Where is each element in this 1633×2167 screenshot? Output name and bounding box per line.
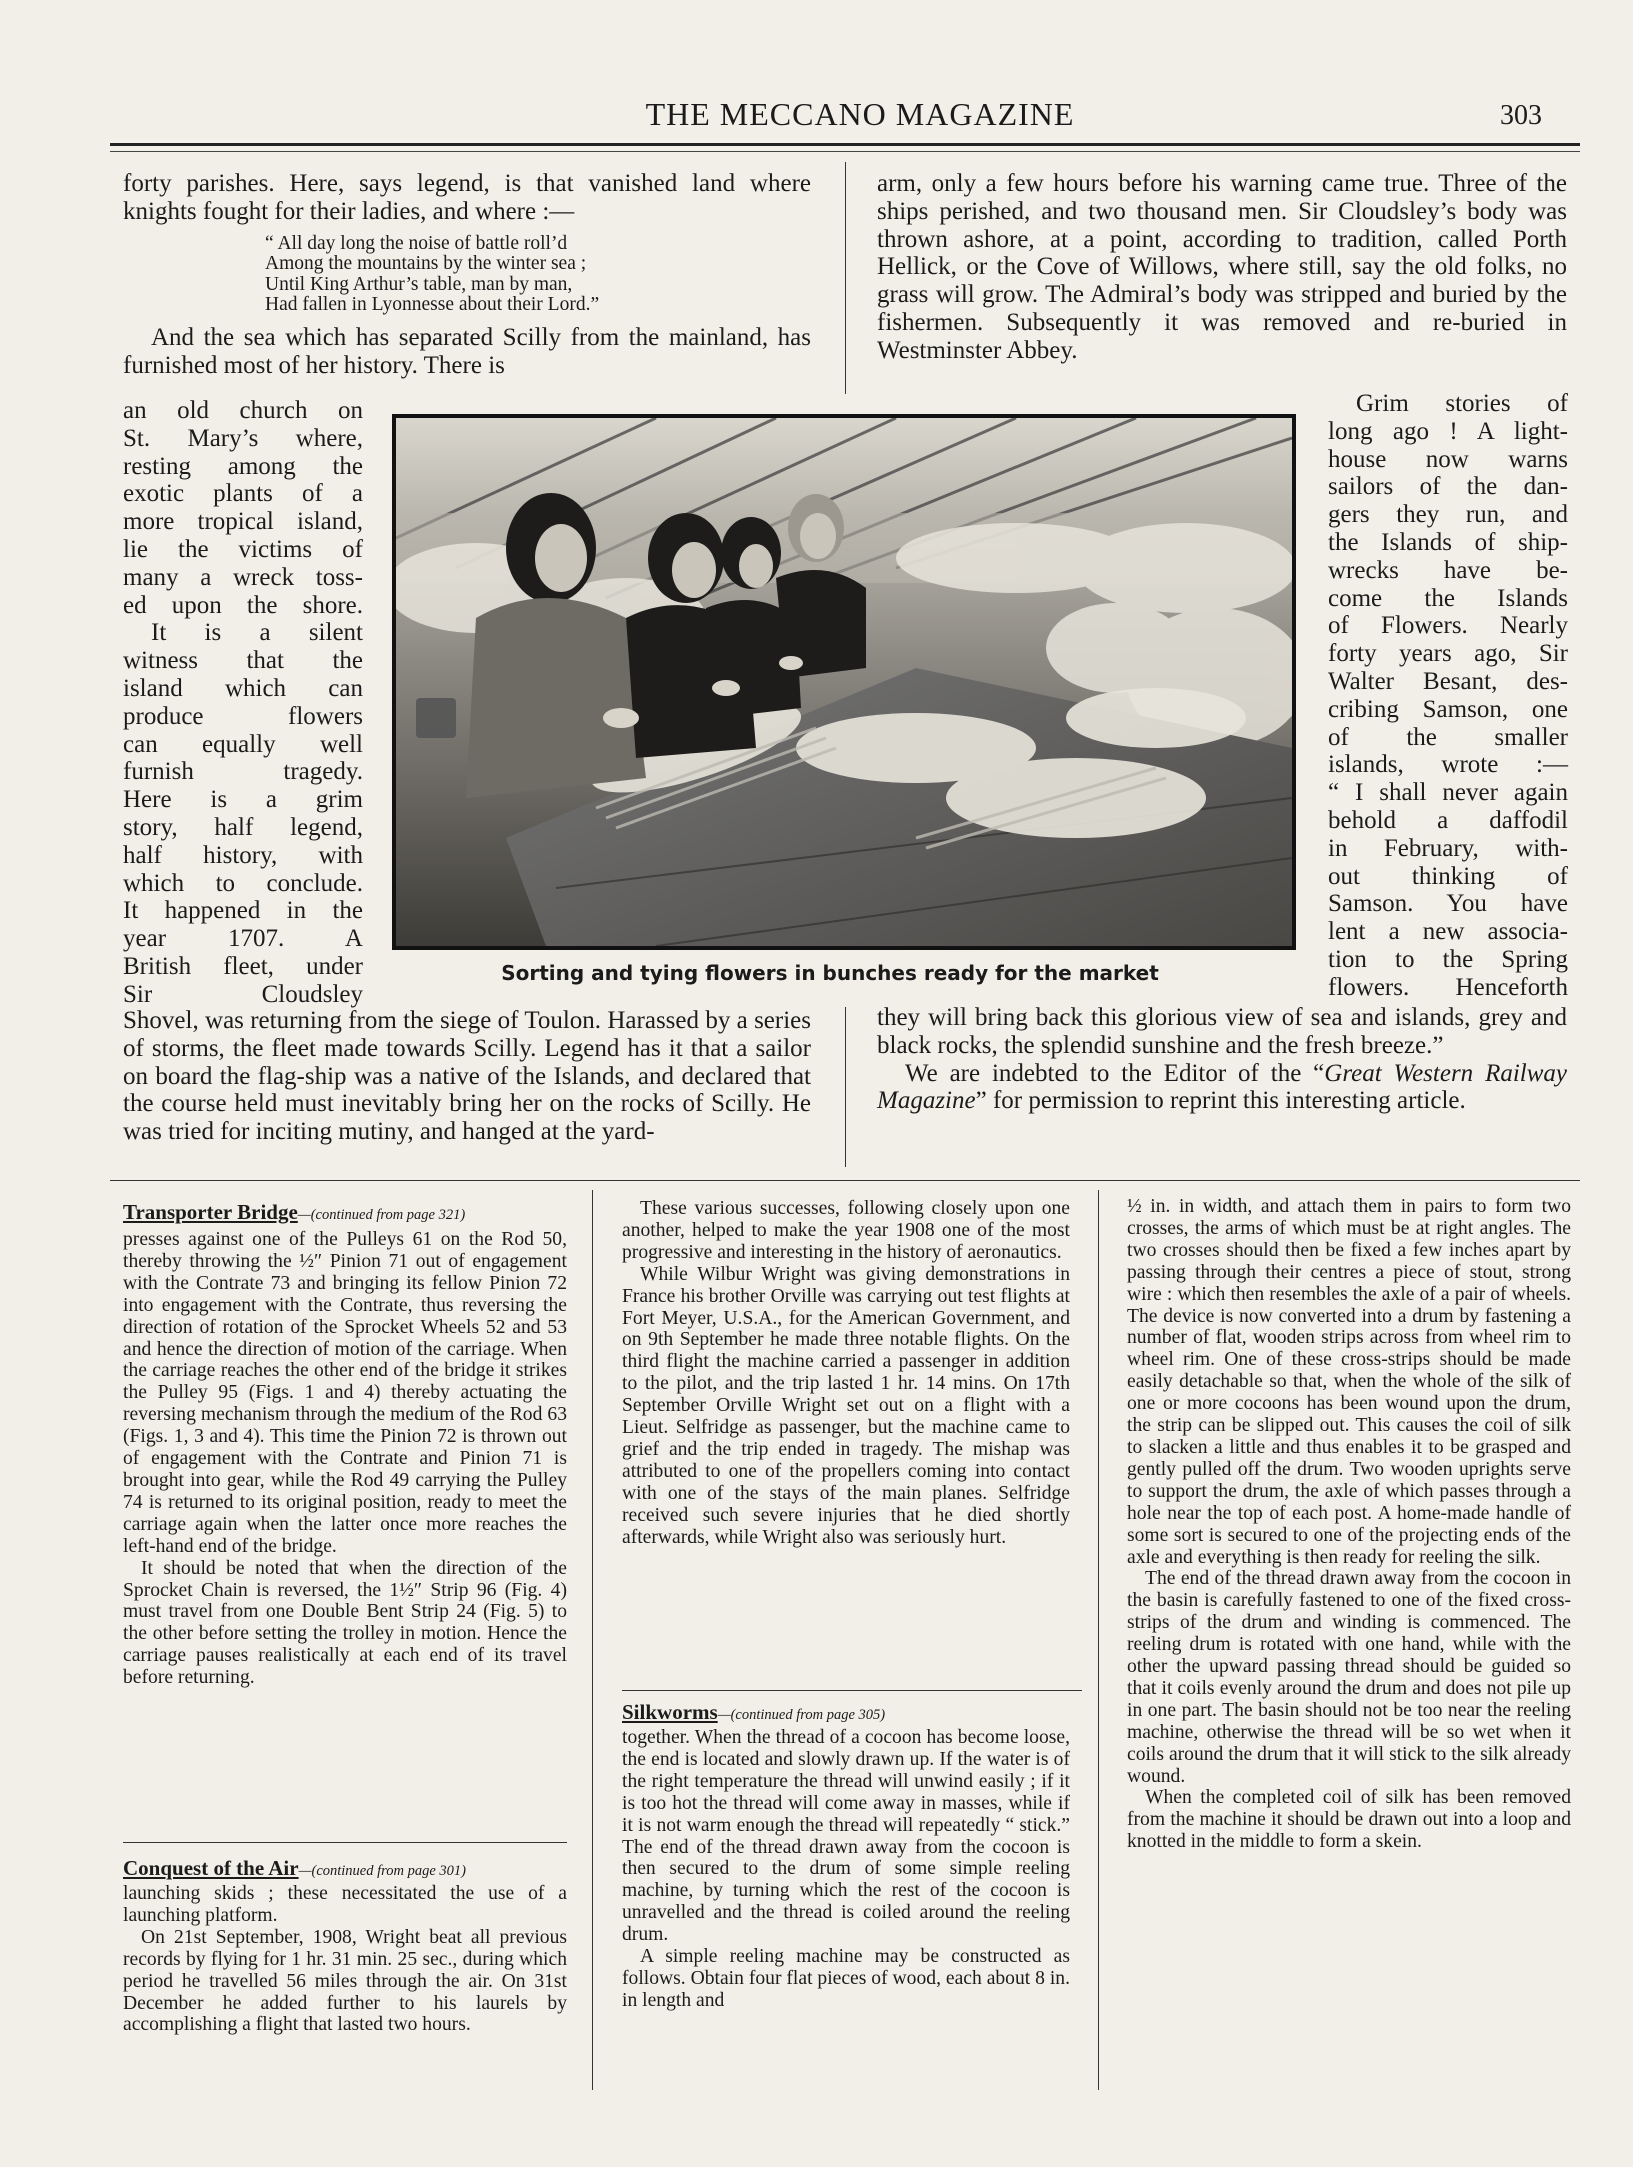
text-line: It happened in the — [123, 897, 363, 925]
text-line: more tropical island, — [123, 508, 363, 536]
text-run: We are indebted to the Editor of the “ — [905, 1059, 1325, 1087]
heading-title: Transporter Bridge — [123, 1200, 298, 1224]
text-line: long ago ! A light- — [1328, 417, 1568, 445]
column-rule — [845, 162, 846, 394]
text-line: witness that the — [123, 647, 363, 675]
paragraph: When the completed coil of silk has been removed from the machine it should be drawn out into a loop and knotted in the middle to form a skein. — [1127, 1787, 1571, 1853]
text-line: furnish tragedy. — [123, 758, 363, 786]
text-line: Grim stories of — [1356, 390, 1568, 417]
poem-line: Had fallen in Lyonnesse about their Lord.” — [265, 294, 600, 316]
text-line: in February, with- — [1328, 834, 1568, 862]
continued-note: —(continued from page 305) — [717, 1707, 886, 1723]
poem — [265, 234, 811, 316]
article-col2-bottom — [877, 1004, 1567, 1115]
text-line: produce flowers — [123, 702, 363, 730]
text-line: It is a silent — [151, 619, 363, 647]
heading-title: Conquest of the Air — [123, 1856, 299, 1880]
text-run-italic: Great Western Railway Magazine — [877, 1059, 1567, 1115]
section-heading-transporter — [123, 1200, 567, 1225]
continued-col2 — [622, 1198, 1070, 1549]
text-line: flowers. Henceforth — [1328, 973, 1568, 1001]
text-line: exotic plants of a — [123, 480, 363, 508]
column-rule — [1098, 1190, 1099, 2090]
continued-col2-silkworms — [622, 1700, 1070, 2012]
paragraph: The end of the thread drawn away from the cocoon in the basin is carefully fastened to one of the fixed cross-strips of the drum and winding is commenced. The reeling drum is rotated with one hand, while with the other the upward passing thread should be guided so that it coils evenly around the drum and does not pile up in one part. The basin should not be too near the reeling machine, otherwise the thread will be so wet when it coils around the drum that it will stick to the silk already wound. — [1127, 1568, 1571, 1787]
text-line: sailors of the dan- — [1328, 473, 1568, 501]
text-line: the Islands of ship- — [1328, 528, 1568, 556]
continued-col1 — [123, 1200, 567, 1689]
text-line: British fleet, under — [123, 952, 363, 980]
paragraph: presses against one of the Pulleys 61 on the Rod 50, thereby throwing the ½″ Pinion 71 out of engagement with the Contrate 73 and bringing its fellow Pinion 72 into engagement with the Contrate, thus reversing the direction of rotation of the Sprocket Wheels 52 and 53 and hence the direction of motion of the carriage. When the carriage reaches the other end of the bridge it strikes the Pulley 95 (Figs. 1 and 4) thereby actuating the reversing mechanism through the medium of the Rod 63 (Figs. 1, 3 and 4). This time the Pinion 72 is thrown out of engagement with the Contrate and Pinion 71 is brought into gear, while the Rod 49 carrying the Pulley 74 is returned to its original position, ready to meet the carriage again when the latter once more reaches the left-hand end of the bridge. — [123, 1229, 567, 1557]
paragraph: It should be noted that when the direction of the Sprocket Chain is reversed, the 1½″ Strip 96 (Fig. 4) must travel from one Double Bent Strip 24 (Fig. 5) to the other before setting the trolley in motion. Hence the carriage pauses realistically at each end of its travel before returning. — [123, 1557, 567, 1689]
continued-col1-conquest — [123, 1856, 567, 2036]
article-left-narrow — [123, 397, 363, 1009]
text-line: resting among the — [123, 452, 363, 480]
section-heading-silkworms — [622, 1700, 1070, 1725]
text-line: Here is a grim — [123, 786, 363, 814]
poem-line: Among the mountains by the winter sea ; — [265, 253, 587, 275]
section-divider — [622, 1690, 1082, 1691]
article-paragraph: And the sea which has separated Scilly from the mainland, has furnished most of her history. There is — [123, 323, 811, 379]
text-line: an old church on — [123, 397, 363, 424]
text-line: house now warns — [1328, 445, 1568, 473]
text-line: cribing Samson, one — [1328, 695, 1568, 723]
text-line: Walter Besant, des- — [1328, 667, 1568, 695]
paragraph: ½ in. in width, and attach them in pairs to form two crosses, the arms of which must be at right angles. The two crosses should then be fixed a few inches apart by passing through their centres a piece of stout, strong wire : which then resembles the axle of a pair of wheels. The device is now converted into a drum by fastening a number of flat, wooden strips across from wheel rim to wheel rim. One of these cross-strips should be made easily detachable so that, when the whole of the silk of one or more cocoons has been wound upon the drum, the strip can be slipped out. This causes the coil of silk to slacken a little and thus enables it to be grasped and gently pulled off the drum. Two wooden uprights serve to support the drum, the axle of which passes through a hole near the top of each post. A home-made handle of some sort is secured to one of the projecting ends of the axle and everything is then ready for reeling the silk. — [1127, 1196, 1571, 1568]
section-divider — [123, 1842, 567, 1843]
text-line: of Flowers. Nearly — [1328, 612, 1568, 640]
text-line: gers they run, and — [1328, 501, 1568, 529]
paragraph: While Wilbur Wright was giving demonstrations in France his brother Orville was carrying out test flights at Fort Meyer, U.S.A., for the American Government, and on 9th September he made three notable flights. On the third flight the machine carried a passenger in addition to the pilot, and the trip lasted 1 hr. 14 mins. On 17th September Orville Wright set out on a flight with a Lieut. Selfridge as passenger, but the machine came to grief and the trip ended in tragedy. The mishap was attributed to one of the propellers coming into contact with one of the stays of the main planes. Selfridge received such severe injuries that he died shortly afterwards, while Wright also was seriously hurt. — [622, 1263, 1070, 1548]
header-rule — [110, 143, 1580, 146]
photo-illustration — [396, 418, 1292, 946]
poem-line: Until King Arthur’s table, man by man, — [265, 273, 573, 295]
heading-title: Silkworms — [622, 1700, 718, 1724]
continued-note: —(continued from page 301) — [298, 1863, 466, 1879]
article-col2-top — [877, 170, 1567, 365]
text-line: half history, with — [123, 841, 363, 869]
paragraph: launching skids ; these necessitated the use of a launching platform. — [123, 1883, 567, 1926]
article-col1-bottom — [123, 1007, 811, 1146]
text-line: many a wreck toss- — [123, 563, 363, 591]
article-paragraph: they will bring back this glorious view of sea and islands, grey and black rocks, the splendid sunshine and the fresh breeze.” — [877, 1004, 1567, 1059]
text-line: which to conclude. — [123, 869, 363, 897]
paragraph: On 21st September, 1908, Wright beat all previous records by flying for 1 hr. 31 min. 25 sec., during which period he travelled 56 miles through the air. On 31st December he added further to his laurels by accomplishing a flight that lasted two hours. — [123, 1926, 567, 2036]
poem-line: “ All day long the noise of battle roll’d — [265, 232, 568, 254]
article-paragraph: Shovel, was returning from the siege of Toulon. Harassed by a series of storms, the fleet made towards Scilly. Legend has it that a sailor on board the flag-ship was a native of the Islands, and declared that the course held must inevitably bring her on the rocks of Scilly. He was tried for inciting mutiny, and hanged at the yard- — [123, 1007, 811, 1146]
paragraph: together. When the thread of a cocoon has become loose, the end is located and slowly drawn up. If the water is of the right temperature the thread will unwind easily ; if it is too hot the thread will come away in masses, while if it is not warm enough the thread will repeatedly “ stick.” The end of the thread drawn away from the cocoon is then secured to the drum of some simple reeling machine, by turning which the rest of the cocoon is unravelled and the thread is coiled around the reeling drum. — [622, 1727, 1070, 1946]
text-line: behold a daffodil — [1328, 806, 1568, 834]
article-paragraph — [877, 1060, 1567, 1116]
text-line: of the smaller — [1328, 723, 1568, 751]
section-divider — [110, 1180, 1580, 1181]
text-line: Samson. You have — [1328, 890, 1568, 918]
article-col1-top — [123, 170, 811, 380]
text-line: come the Islands — [1328, 584, 1568, 612]
text-line: year 1707. A — [123, 925, 363, 953]
text-line: can equally well — [123, 730, 363, 758]
paragraph: These various successes, following closely upon one another, helped to make the year 1908 one of the most progressive and interesting in the history of aeronautics. — [622, 1198, 1070, 1263]
text-line: tion to the Spring — [1328, 945, 1568, 973]
page-number: 303 — [1500, 100, 1542, 131]
text-line: “ I shall never again — [1328, 779, 1568, 807]
text-line: forty years ago, Sir — [1328, 640, 1568, 668]
continued-col3 — [1127, 1196, 1571, 1853]
paragraph: A simple reeling machine may be constructed as follows. Obtain four flat pieces of wood, each about 8 in. in length and — [622, 1946, 1070, 2011]
text-line: Sir Cloudsley — [123, 980, 363, 1008]
magazine-title: THE MECCANO MAGAZINE — [645, 96, 1075, 132]
text-line: out thinking of — [1328, 862, 1568, 890]
text-line: lie the victims of — [123, 535, 363, 563]
text-line: lent a new associa- — [1328, 918, 1568, 946]
section-heading-conquest — [123, 1856, 567, 1881]
header-rule-thin — [110, 151, 1580, 152]
text-run: ” for permission to reprint this interesting article. — [975, 1087, 1466, 1115]
text-line: ed upon the shore. — [123, 591, 363, 619]
article-paragraph: forty parishes. Here, says legend, is that vanished land where knights fought for their ladies, and where :— — [123, 170, 811, 225]
text-line: wrecks have be- — [1328, 556, 1568, 584]
article-paragraph: arm, only a few hours before his warning came true. Three of the ships perished, and two thousand men. Sir Cloudsley’s body was thrown ashore, at a point, according to tradition, called Porth Hellick, or the Cove of Willows, where still, say the old folks, no grass will grow. The Admiral’s body was stripped and buried by the fishermen. Subsequently it was removed and re-buried in Westminster Abbey. — [877, 170, 1567, 364]
column-rule — [592, 1190, 593, 2090]
continued-note: —(continued from page 321) — [297, 1207, 466, 1223]
text-line: islands, wrote :— — [1328, 751, 1568, 779]
text-line: St. Mary’s where, — [123, 424, 363, 452]
photo-caption: Sorting and tying flowers in bunches ready for the market — [501, 961, 1159, 985]
article-right-narrow — [1328, 390, 1568, 1002]
text-line: story, half legend, — [123, 813, 363, 841]
column-rule — [845, 1007, 846, 1167]
text-line: island which can — [123, 674, 363, 702]
flowers-photo — [392, 414, 1296, 950]
